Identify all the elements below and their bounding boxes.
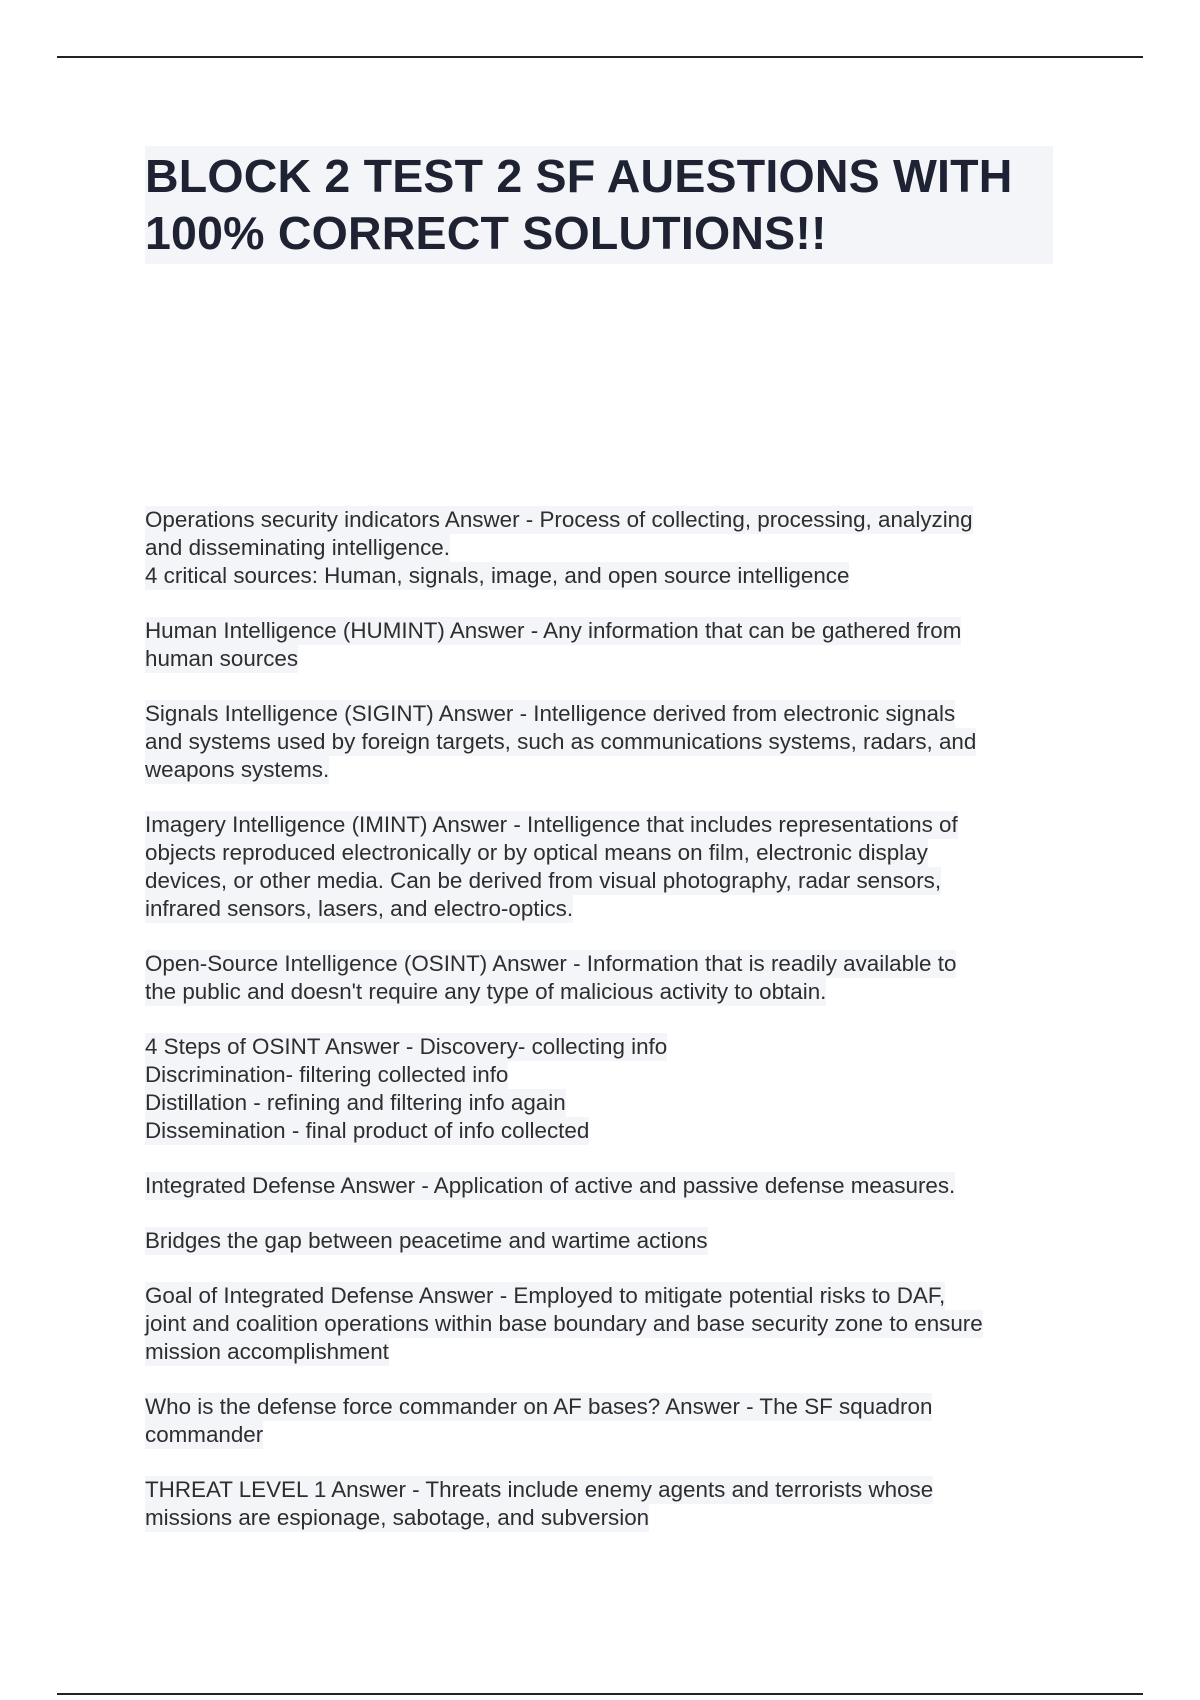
text-line: Distillation - refining and filtering info again	[145, 1090, 566, 1115]
qa-entry	[145, 1476, 1065, 1532]
text-line: joint and coalition operations within base boundary and base security zone to ensure	[145, 1311, 983, 1336]
qa-entry	[145, 950, 1065, 1006]
text-line: and disseminating intelligence.	[145, 535, 450, 560]
qa-entry	[145, 1227, 1065, 1255]
text-line: Integrated Defense Answer - Application of active and passive defense measures.	[145, 1173, 956, 1198]
document-title	[145, 146, 1053, 264]
text-line: Imagery Intelligence (IMINT) Answer - Intelligence that includes representations of	[145, 812, 958, 837]
qa-entry	[145, 700, 1065, 784]
text-line: Discrimination- filtering collected info	[145, 1062, 509, 1087]
text-line: mission accomplishment	[145, 1339, 389, 1364]
text-line: Goal of Integrated Defense Answer - Employed to mitigate potential risks to DAF,	[145, 1283, 946, 1308]
qa-entry	[145, 506, 1065, 590]
text-line: Open-Source Intelligence (OSINT) Answer - Information that is readily available to	[145, 951, 957, 976]
text-line: 4 Steps of OSINT Answer - Discovery- collecting info	[145, 1034, 668, 1059]
text-line: Bridges the gap between peacetime and wartime actions	[145, 1228, 708, 1253]
text-line: the public and doesn't require any type of malicious activity to obtain.	[145, 979, 827, 1004]
text-line: weapons systems.	[145, 757, 330, 782]
text-line: devices, or other media. Can be derived from visual photography, radar sensors,	[145, 868, 942, 893]
top-rule	[57, 56, 1143, 58]
qa-entry	[145, 811, 1065, 923]
qa-entry	[145, 1393, 1065, 1449]
text-line: missions are espionage, sabotage, and subversion	[145, 1505, 650, 1530]
qa-entry	[145, 617, 1065, 673]
text-line: objects reproduced electronically or by optical means on film, electronic display	[145, 840, 928, 865]
text-line: infrared sensors, lasers, and electro-optics.	[145, 896, 574, 921]
text-line: human sources	[145, 646, 299, 671]
text-line: 4 critical sources: Human, signals, image, and open source intelligence	[145, 563, 850, 588]
qa-list	[145, 506, 1065, 1559]
text-line: THREAT LEVEL 1 Answer - Threats include enemy agents and terrorists whose	[145, 1477, 934, 1502]
title-line: 100% CORRECT SOLUTIONS!!	[145, 207, 827, 259]
text-line: Signals Intelligence (SIGINT) Answer - Intelligence derived from electronic signals	[145, 701, 956, 726]
text-line: Who is the defense force commander on AF bases? Answer - The SF squadron	[145, 1394, 933, 1419]
bottom-rule	[57, 1693, 1143, 1695]
qa-entry	[145, 1033, 1065, 1145]
text-line: Operations security indicators Answer - Process of collecting, processing, analyzing	[145, 507, 973, 532]
qa-entry	[145, 1282, 1065, 1366]
text-line: commander	[145, 1422, 264, 1447]
qa-entry	[145, 1172, 1065, 1200]
text-line: and systems used by foreign targets, such as communications systems, radars, and	[145, 729, 977, 754]
text-line: Dissemination - final product of info collected	[145, 1118, 590, 1143]
text-line: Human Intelligence (HUMINT) Answer - Any information that can be gathered from	[145, 618, 962, 643]
title-line: BLOCK 2 TEST 2 SF AUESTIONS WITH	[145, 150, 1013, 202]
